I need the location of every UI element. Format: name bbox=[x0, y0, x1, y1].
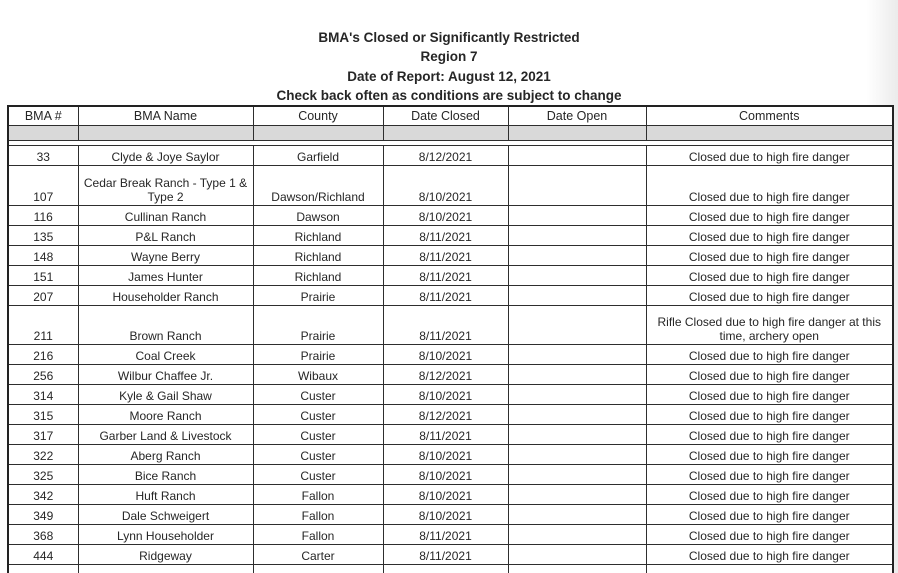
cell-bma-name: Householder Ranch bbox=[78, 285, 253, 305]
cell-comments: Closed due to high fire danger bbox=[646, 285, 893, 305]
table-row bbox=[8, 405, 893, 425]
cell-date-open bbox=[508, 245, 646, 265]
cell-comments: Closed due to high fire danger bbox=[646, 166, 893, 206]
cell-bma-number: 322 bbox=[8, 445, 78, 465]
cell-bma-number: 342 bbox=[8, 485, 78, 505]
table-row bbox=[8, 425, 893, 445]
table-row bbox=[8, 365, 893, 385]
table-row bbox=[8, 305, 893, 345]
cell-county: Custer bbox=[253, 445, 383, 465]
cell-bma-name: Bice Ranch bbox=[78, 465, 253, 485]
cell-date-closed: 8/11/2021 bbox=[383, 425, 508, 445]
cell-date-open bbox=[508, 146, 646, 166]
cell-bma-number: 325 bbox=[8, 465, 78, 485]
cell-county: Richland bbox=[253, 265, 383, 285]
region-title: Region 7 bbox=[420, 49, 478, 65]
cell-date-closed: 8/11/2021 bbox=[383, 305, 508, 345]
cell-bma-name: Lynn Householder bbox=[78, 525, 253, 545]
cell-date-open bbox=[508, 525, 646, 545]
cell-county: Wibaux bbox=[253, 365, 383, 385]
table-row bbox=[8, 505, 893, 525]
cell-county: Prairie bbox=[253, 285, 383, 305]
cell-date-closed: 8/12/2021 bbox=[383, 146, 508, 166]
cell-bma-name: Coal Creek bbox=[78, 345, 253, 365]
cell-bma-name: Cedar Break Ranch - Type 1 & Type 2 bbox=[78, 166, 253, 206]
cell-county: Garfield bbox=[253, 146, 383, 166]
cell-comments: Closed due to high fire danger bbox=[646, 545, 893, 565]
table-row bbox=[8, 245, 893, 265]
column-header-bma-number: BMA # bbox=[8, 106, 78, 126]
cell-bma-number: 444 bbox=[8, 545, 78, 565]
cell-comments: Closed due to high fire danger bbox=[646, 146, 893, 166]
cell-date-closed: 8/12/2021 bbox=[383, 405, 508, 425]
cell-comments: Closed due to high fire danger bbox=[646, 425, 893, 445]
report-date: Date of Report: August 12, 2021 bbox=[347, 68, 551, 84]
cell-date-closed: 8/11/2021 bbox=[383, 245, 508, 265]
cell-comments: Closed due to high fire danger bbox=[646, 465, 893, 485]
cell-bma-name: P&L Ranch bbox=[78, 225, 253, 245]
cell-bma-number: 368 bbox=[8, 525, 78, 545]
column-header-comments: Comments bbox=[646, 106, 893, 126]
cell-bma-number: 207 bbox=[8, 285, 78, 305]
cell-bma-name: James Hunter bbox=[78, 265, 253, 285]
cell-date-open bbox=[508, 425, 646, 445]
cell-date-closed: 8/10/2021 bbox=[383, 445, 508, 465]
cell-county: Custer bbox=[253, 405, 383, 425]
cell-date-closed: 8/11/2021 bbox=[383, 525, 508, 545]
report-header bbox=[0, 28, 898, 106]
cell-bma-number: 116 bbox=[8, 205, 78, 225]
cell-bma-name: Huft Ranch bbox=[78, 485, 253, 505]
table-header-row bbox=[8, 106, 893, 126]
table-row bbox=[8, 166, 893, 206]
cell-comments: Closed due to high fire danger bbox=[646, 405, 893, 425]
report-title: BMA's Closed or Significantly Restricted bbox=[318, 30, 580, 45]
cell-date-open bbox=[508, 465, 646, 485]
cell-comments: Closed due to high fire danger bbox=[646, 205, 893, 225]
cell-bma-name: Brown Ranch bbox=[78, 305, 253, 345]
cell-date-closed: 8/11/2021 bbox=[383, 265, 508, 285]
cell-comments: Closed due to high fire danger bbox=[646, 505, 893, 525]
empty-row bbox=[8, 565, 893, 573]
cell-bma-name: Kyle & Gail Shaw bbox=[78, 385, 253, 405]
cell-date-closed: 8/11/2021 bbox=[383, 225, 508, 245]
cell-bma-number: 211 bbox=[8, 305, 78, 345]
cell-comments: Closed due to high fire danger bbox=[646, 365, 893, 385]
cell-date-open bbox=[508, 265, 646, 285]
cell-bma-number: 107 bbox=[8, 166, 78, 206]
cell-date-closed: 8/10/2021 bbox=[383, 205, 508, 225]
table-row bbox=[8, 545, 893, 565]
cell-comments: Closed due to high fire danger bbox=[646, 345, 893, 365]
cell-date-closed: 8/10/2021 bbox=[383, 385, 508, 405]
cell-comments: Closed due to high fire danger bbox=[646, 525, 893, 545]
cell-bma-name: Garber Land & Livestock bbox=[78, 425, 253, 445]
cell-date-closed: 8/11/2021 bbox=[383, 545, 508, 565]
table-row bbox=[8, 345, 893, 365]
cell-date-open bbox=[508, 205, 646, 225]
table-row bbox=[8, 285, 893, 305]
table-row bbox=[8, 525, 893, 545]
cell-bma-name: Dale Schweigert bbox=[78, 505, 253, 525]
cell-county: Carter bbox=[253, 545, 383, 565]
cell-county: Richland bbox=[253, 245, 383, 265]
cell-bma-name: Clyde & Joye Saylor bbox=[78, 146, 253, 166]
cell-bma-name: Moore Ranch bbox=[78, 405, 253, 425]
cell-county: Dawson/Richland bbox=[253, 166, 383, 206]
cell-county: Custer bbox=[253, 465, 383, 485]
cell-bma-number: 315 bbox=[8, 405, 78, 425]
table-row bbox=[8, 265, 893, 285]
cell-comments: Closed due to high fire danger bbox=[646, 265, 893, 285]
cell-bma-name: Cullinan Ranch bbox=[78, 205, 253, 225]
cell-bma-name: Wayne Berry bbox=[78, 245, 253, 265]
cell-date-open bbox=[508, 445, 646, 465]
cell-date-closed: 8/12/2021 bbox=[383, 365, 508, 385]
cell-date-closed: 8/10/2021 bbox=[383, 465, 508, 485]
table-row bbox=[8, 225, 893, 245]
cell-bma-number: 314 bbox=[8, 385, 78, 405]
cell-bma-number: 317 bbox=[8, 425, 78, 445]
cell-bma-number: 148 bbox=[8, 245, 78, 265]
cell-date-open bbox=[508, 405, 646, 425]
table-row bbox=[8, 205, 893, 225]
cell-county: Custer bbox=[253, 385, 383, 405]
cell-bma-name: Aberg Ranch bbox=[78, 445, 253, 465]
cell-bma-name: Wilbur Chaffee Jr. bbox=[78, 365, 253, 385]
notice-line: Check back often as conditions are subject to change bbox=[276, 88, 622, 104]
table-row bbox=[8, 485, 893, 505]
cell-county: Prairie bbox=[253, 345, 383, 365]
cell-date-closed: 8/10/2021 bbox=[383, 166, 508, 206]
cell-date-open bbox=[508, 365, 646, 385]
cell-date-closed: 8/10/2021 bbox=[383, 505, 508, 525]
cell-date-closed: 8/11/2021 bbox=[383, 285, 508, 305]
cell-county: Fallon bbox=[253, 525, 383, 545]
cell-date-open bbox=[508, 345, 646, 365]
cell-comments: Closed due to high fire danger bbox=[646, 485, 893, 505]
bma-closures-table bbox=[7, 105, 894, 573]
table-row bbox=[8, 146, 893, 166]
cell-comments: Closed due to high fire danger bbox=[646, 445, 893, 465]
column-header-bma-name: BMA Name bbox=[78, 106, 253, 126]
cell-date-open bbox=[508, 305, 646, 345]
cell-date-open bbox=[508, 385, 646, 405]
table-row bbox=[8, 445, 893, 465]
cell-county: Custer bbox=[253, 425, 383, 445]
shaded-separator-row bbox=[8, 126, 893, 141]
cell-bma-number: 135 bbox=[8, 225, 78, 245]
cell-date-open bbox=[508, 285, 646, 305]
column-header-county: County bbox=[253, 106, 383, 126]
cell-date-open bbox=[508, 545, 646, 565]
cell-county: Fallon bbox=[253, 505, 383, 525]
cell-date-open bbox=[508, 225, 646, 245]
cell-county: Richland bbox=[253, 225, 383, 245]
cell-date-closed: 8/10/2021 bbox=[383, 485, 508, 505]
cell-date-open bbox=[508, 485, 646, 505]
column-header-date-open: Date Open bbox=[508, 106, 646, 126]
cell-date-closed: 8/10/2021 bbox=[383, 345, 508, 365]
cell-date-open bbox=[508, 505, 646, 525]
cell-bma-number: 256 bbox=[8, 365, 78, 385]
cell-county: Prairie bbox=[253, 305, 383, 345]
cell-comments: Closed due to high fire danger bbox=[646, 225, 893, 245]
cell-county: Dawson bbox=[253, 205, 383, 225]
cell-bma-number: 151 bbox=[8, 265, 78, 285]
table-row bbox=[8, 465, 893, 485]
cell-bma-name: Ridgeway bbox=[78, 545, 253, 565]
cell-comments: Closed due to high fire danger bbox=[646, 385, 893, 405]
cell-bma-number: 349 bbox=[8, 505, 78, 525]
cell-bma-number: 33 bbox=[8, 146, 78, 166]
cell-comments: Rifle Closed due to high fire danger at this time, archery open bbox=[646, 305, 893, 345]
cell-county: Fallon bbox=[253, 485, 383, 505]
cell-comments: Closed due to high fire danger bbox=[646, 245, 893, 265]
column-header-date-closed: Date Closed bbox=[383, 106, 508, 126]
cell-date-open bbox=[508, 166, 646, 206]
table-row bbox=[8, 385, 893, 405]
cell-bma-number: 216 bbox=[8, 345, 78, 365]
table-body bbox=[8, 106, 893, 573]
